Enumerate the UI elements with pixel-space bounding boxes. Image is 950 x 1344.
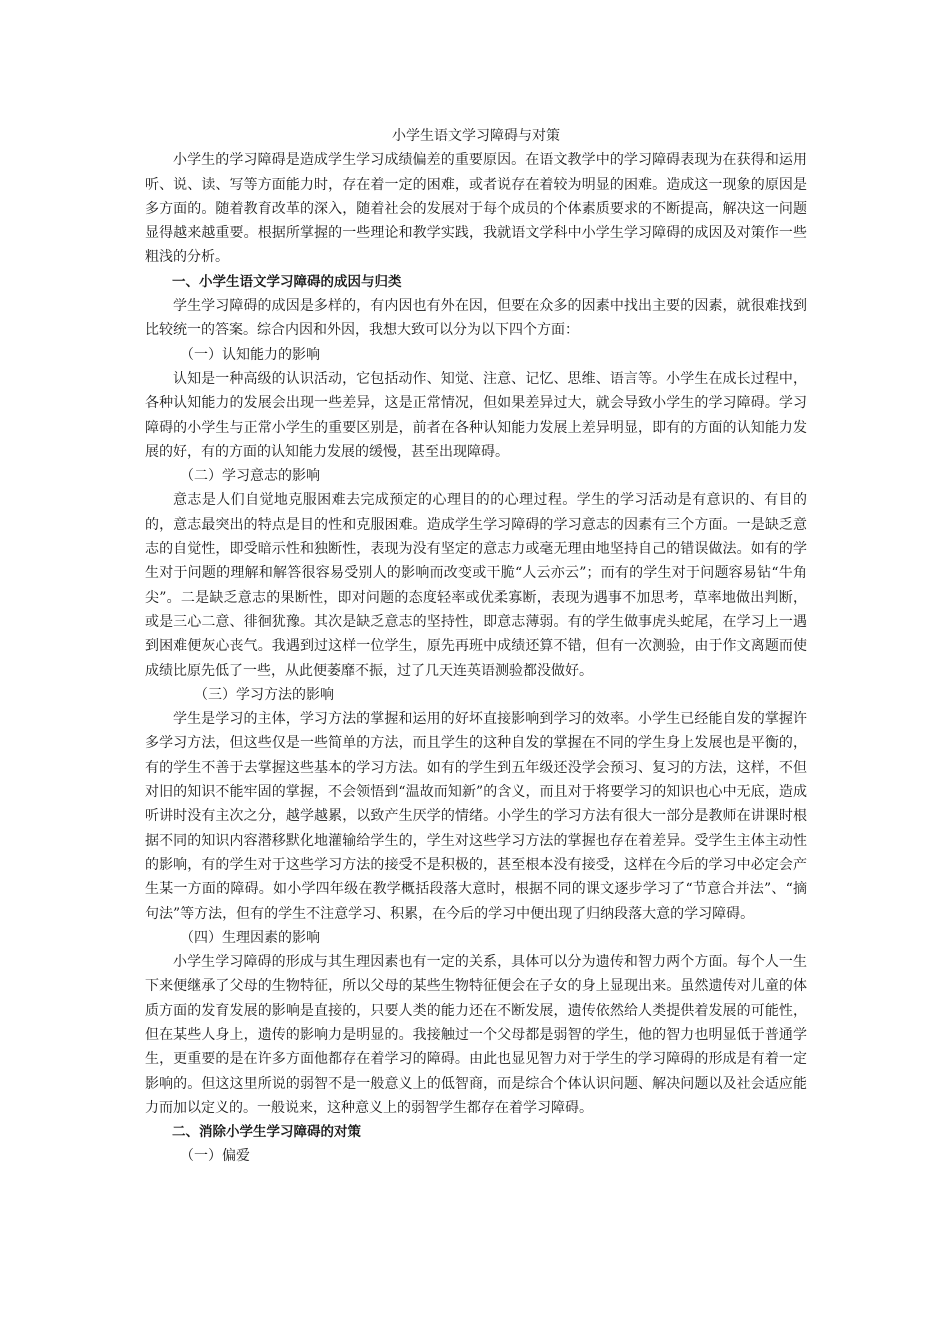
subheading-cognition: （一）认知能力的影响: [180, 346, 320, 363]
subheading-physiology: （四）生理因素的影响: [180, 929, 320, 946]
subheading-will: （二）学习意志的影响: [180, 468, 320, 485]
method-paragraph: 学生是学习的主体，学习方法的掌握和运用的好坏直接影响到学习的效率。小学生已经能自发的掌握许多学习方法，但这些仅是一些简单的方法，而且学生的这种自发的掌握在不同的学生身上发展也是平衡的，有的学生不善于去掌握这些基本的学习方法。如有的学生到五年级还没学会预习、复习的方法，这样，不但对旧的知识不能牢固的掌握，不会领悟到“温故而知新”的含义，而且对于将要学习的知识也心中无底，造成听讲时没有主次之分，越学越累，以致产生厌学的情绪。小学生的学习方法有很大一部分是教师在讲课时根据不同的知识内容潜移默化地灌输给学生的，学生对这些学习方法的掌握也存在着差异。受学生主体主动性的影响，有的学生对于这些学习方法的接受不是积极的，甚至根本没有接受，这样在今后的学习中必定会产生某一方面的障碍。如小学四年级在教学概括段落大意时，根据不同的课文逐步学习了“节意合并法”、“摘句法”等方法，但有的学生不注意学习、积累，在今后的学习中便出现了归纳段落大意的学习障碍。: [145, 711, 807, 922]
section-heading-strategies: 二、消除小学生学习障碍的对策: [172, 1124, 361, 1141]
will-paragraph: 意志是人们自觉地克服困难去完成预定的心理目的的心理过程。学生的学习活动是有意识的、有目的的，意志最突出的特点是目的性和克服困难。造成学生学习障碍的学习意志的因素有三个方面。一是缺乏意志的自觉性，即受暗示性和独断性，表现为没有坚定的意志力或毫无理由地坚持自己的错误做法。如有的学生对于问题的理解和解答很容易受别人的影响而改变或干脆“人云亦云”；而有的学生对于问题容易钻“牛角尖”。二是缺乏意志的果断性，即对问题的态度轻率或优柔寡断，表现为遇事不加思考，草率地做出判断，或是三心二意、徘徊犹豫。其次是缺乏意志的坚持性，即意志薄弱。有的学生做事虎头蛇尾，在学习上一遇到困难便灰心丧气。我遇到过这样一位学生，原先再班中成绩还算不错，但有一次测验，由于作文离题而使成绩比原先低了一些，从此便萎靡不振，过了几天连英语测验都没做好。: [145, 492, 807, 679]
subheading-favoritism: （一）偏爱: [180, 1148, 250, 1165]
intro-paragraph: 小学生的学习障碍是造成学生学习成绩偏差的重要原因。在语文教学中的学习障碍表现为在获得和运用听、说、读、写等方面能力时，存在着一定的困难，或者说存在着较为明显的困难。造成这一现象的原因是多方面的。随着教育改革的深入，随着社会的发展对于每个成员的个体素质要求的不断提高，解决这一问题显得越来越重要。根据所掌握的一些理论和教学实践，我就语文学科中小学生学习障碍的成因及对策作一些粗浅的分析。: [145, 152, 807, 266]
section-heading-causes: 一、小学生语文学习障碍的成因与归类: [172, 273, 402, 290]
subheading-method: （三）学习方法的影响: [194, 686, 334, 703]
cognition-paragraph: 认知是一种高级的认识活动，它包括动作、知觉、注意、记忆、思维、语言等。小学生在成长过程中，各种认知能力的发展会出现一些差异，这是正常情况，但如果差异过大，就会导致小学生的学习障碍。学习障碍的小学生与正常小学生的重要区别是，前者在各种认知能力发展上差异明显，即有的方面的认知能力发展的好，有的方面的认知能力发展的缓慢，甚至出现障碍。: [145, 370, 807, 460]
causes-intro-paragraph: 学生学习障碍的成因是多样的，有内因也有外在因，但要在众多的因素中找出主要的因素，就很难找到比较统一的答案。综合内因和外因，我想大致可以分为以下四个方面：: [145, 298, 807, 339]
physiology-paragraph: 小学生学习障碍的形成与其生理因素也有一定的关系，具体可以分为遗传和智力两个方面。每个人一生下来便继承了父母的生物特征，所以父母的某些生物特征便会在子女的身上显现出来。虽然遗传对儿童的体质方面的发育发展的影响是直接的，只要人类的能力还在不断发展，遗传依然给人类提供着发展的可能性，但在某些人身上，遗传的影响力是明显的。我接触过一个父母都是弱智的学生，他的智力也明显低于普通学生，更重要的是在许多方面他都存在着学习的障碍。由此也显见智力对于学生的学习障碍的形成是有着一定影响的。但这这里所说的弱智不是一般意义上的低智商，而是综合个体认识问题、解决问题以及社会适应能力而加以定义的。一般说来，这种意义上的弱智学生都存在着学习障碍。: [145, 954, 807, 1116]
document-body: [145, 124, 807, 1169]
document-title: 小学生语文学习障碍与对策: [392, 128, 560, 144]
